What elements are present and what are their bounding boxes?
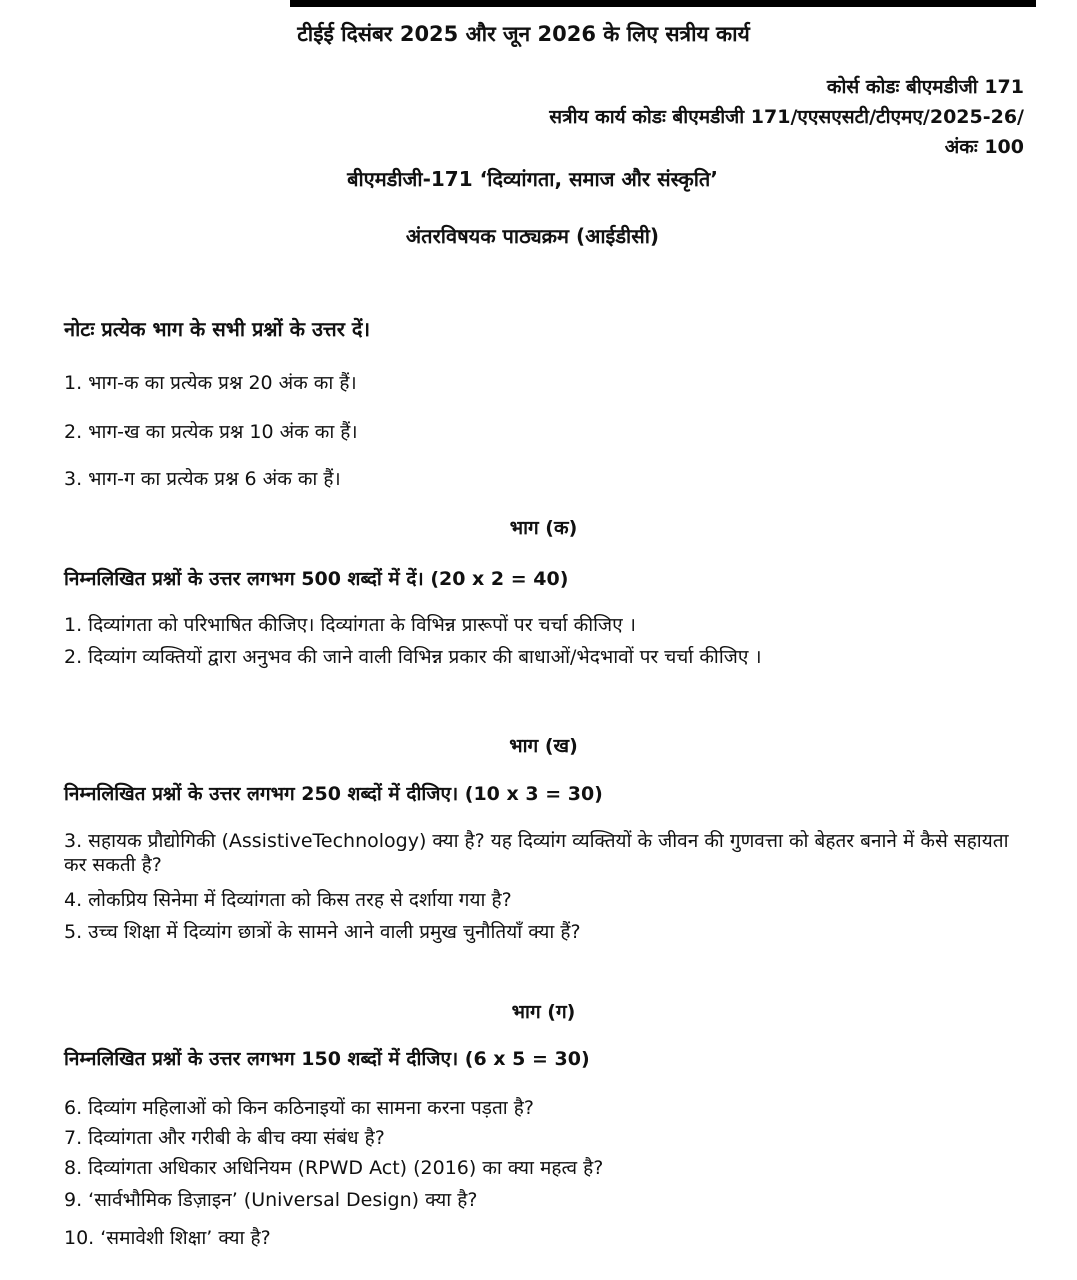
section-c-title: भाग (ग) [511,1001,576,1023]
section-b-instruction: निम्नलिखित प्रश्नों के उत्तर लगभग 250 शब्दों में दीजिए। (10 x 3 = 30) [64,783,603,805]
section-c-instruction: निम्नलिखित प्रश्नों के उत्तर लगभग 150 शब्दों में दीजिए। (6 x 5 = 30) [64,1048,590,1070]
question-item: 5. उच्च शिक्षा में दिव्यांग छात्रों के सामने आने वाली प्रमुख चुनौतियाँ क्या हैं? [64,921,581,943]
note-item: 3. भाग-ग का प्रत्येक प्रश्न 6 अंक का हैं। [64,468,341,490]
section-a-instruction: निम्नलिखित प्रश्नों के उत्तर लगभग 500 शब्दों में दें। (20 x 2 = 40) [64,568,569,590]
course-code: कोर्स कोडः बीएमडीजी 171 [826,76,1024,98]
note-item: 2. भाग-ख का प्रत्येक प्रश्न 10 अंक का हैं। [64,421,358,443]
section-a-title: भाग (क) [509,517,578,539]
question-item: 10. ‘समावेशी शिक्षा’ क्या है? [64,1227,271,1249]
assignment-code: सत्रीय कार्य कोडः बीएमडीजी 171/एएसएसटी/टीएमए/2025-26/ [549,106,1024,128]
subject-title: बीएमडीजी-171 ‘दिव्यांगता, समाज और संस्कृति’ [347,167,718,191]
top-border-bar [290,0,1036,7]
question-item: 6. दिव्यांग महिलाओं को किन कठिनाइयों का सामना करना पड़ता है? [64,1097,534,1119]
section-b-title: भाग (ख) [509,735,578,757]
question-item: 9. ‘सार्वभौमिक डिज़ाइन’ (Universal Design) क्या है? [64,1189,478,1211]
total-marks: अंकः 100 [944,136,1024,158]
question-item: 4. लोकप्रिय सिनेमा में दिव्यांगता को किस तरह से दर्शाया गया है? [64,889,512,911]
question-item: 7. दिव्यांगता और गरीबी के बीच क्या संबंध है? [64,1127,385,1149]
question-item: 3. सहायक प्रौद्योगिकी (AssistiveTechnology) क्या है? यह दिव्यांग व्यक्तियों के जीवन की गुणवत्ता को बेहतर बनाने में कैसे सहायता कर सकती है? [64,830,1009,876]
note-item: 1. भाग-क का प्रत्येक प्रश्न 20 अंक का हैं। [64,372,357,394]
note-heading: नोटः प्रत्येक भाग के सभी प्रश्नों के उत्तर दें। [64,317,371,341]
question-item: 2. दिव्यांग व्यक्तियों द्वारा अनुभव की जाने वाली विभिन्न प्रकार की बाधाओं/भेदभावों पर चर्चा कीजिए । [64,646,762,668]
question-item: 1. दिव्यांगता को परिभाषित कीजिए। दिव्यांगता के विभिन्न प्रारूपों पर चर्चा कीजिए । [64,614,636,636]
program-title: अंतरविषयक पाठ्यक्रम (आईडीसी) [405,224,660,248]
question-item: 8. दिव्यांगता अधिकार अधिनियम (RPWD Act) (2016) का क्या महत्व है? [64,1157,604,1179]
document-title: टीईई दिसंबर 2025 और जून 2026 के लिए सत्रीय कार्य [297,22,750,46]
